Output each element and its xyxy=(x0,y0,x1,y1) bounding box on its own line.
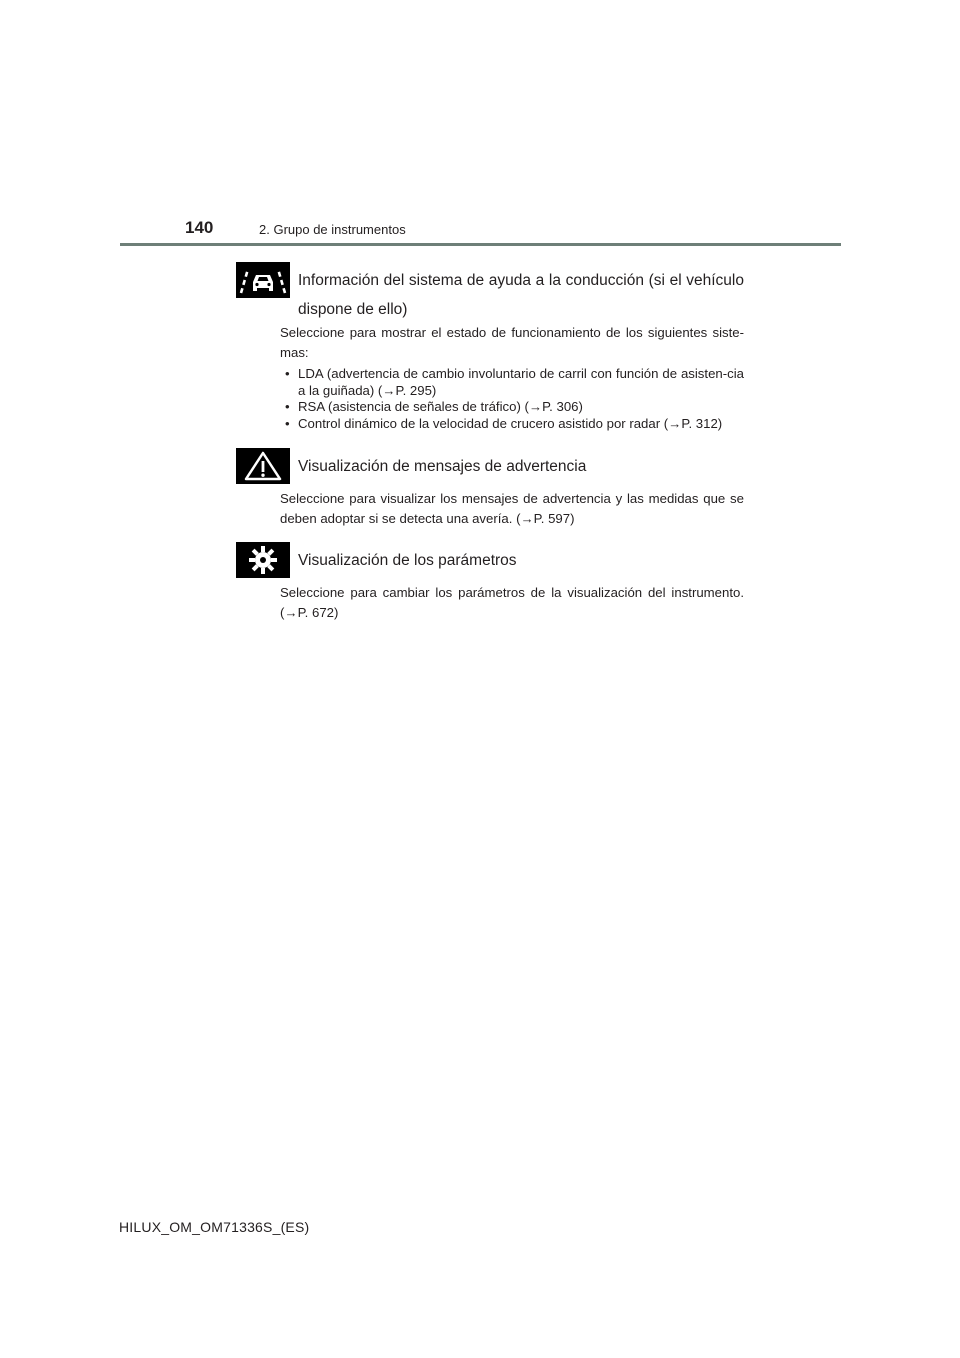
section-heading-settings: Visualización de los parámetros xyxy=(298,552,517,569)
section-body-warnings: Seleccione para visualizar los mensajes de advertencia y las medidas que se deben adoptar si se detecta una avería. (→P. 597) xyxy=(280,491,744,526)
section-body-driving-assist: Seleccione para mostrar el estado de funcionamiento de los siguientes siste-mas: xyxy=(280,325,744,360)
list-item: • Control dinámico de la velocidad de crucero asistido por radar (→P. 312) xyxy=(285,415,723,431)
header-divider xyxy=(120,243,841,246)
settings-gear-icon xyxy=(236,542,290,578)
page-number: 140 xyxy=(185,218,214,237)
list-item: • LDA (advertencia de cambio involuntario de carril con función de asisten-cia a la guiñada) (→P. 295) xyxy=(285,366,744,398)
section-heading-warnings: Visualización de mensajes de advertencia xyxy=(298,458,587,475)
section-title: 2. Grupo de instrumentos xyxy=(259,222,406,237)
list-item: • RSA (asistencia de señales de tráfico) (→P. 306) xyxy=(285,399,583,414)
section-body-settings: Seleccione para cambiar los parámetros de la visualización del instrumento. (→P. 672) xyxy=(280,585,744,620)
model-code-footer: HILUX_OM_OM71336S_(ES) xyxy=(119,1219,310,1235)
driving-assist-list xyxy=(280,366,744,432)
lane-assist-car-icon xyxy=(236,262,290,298)
warning-triangle-icon xyxy=(236,448,290,484)
section-heading-driving-assist: Información del sistema de ayuda a la conducción (si el vehículo dispone de ello) xyxy=(298,272,744,318)
